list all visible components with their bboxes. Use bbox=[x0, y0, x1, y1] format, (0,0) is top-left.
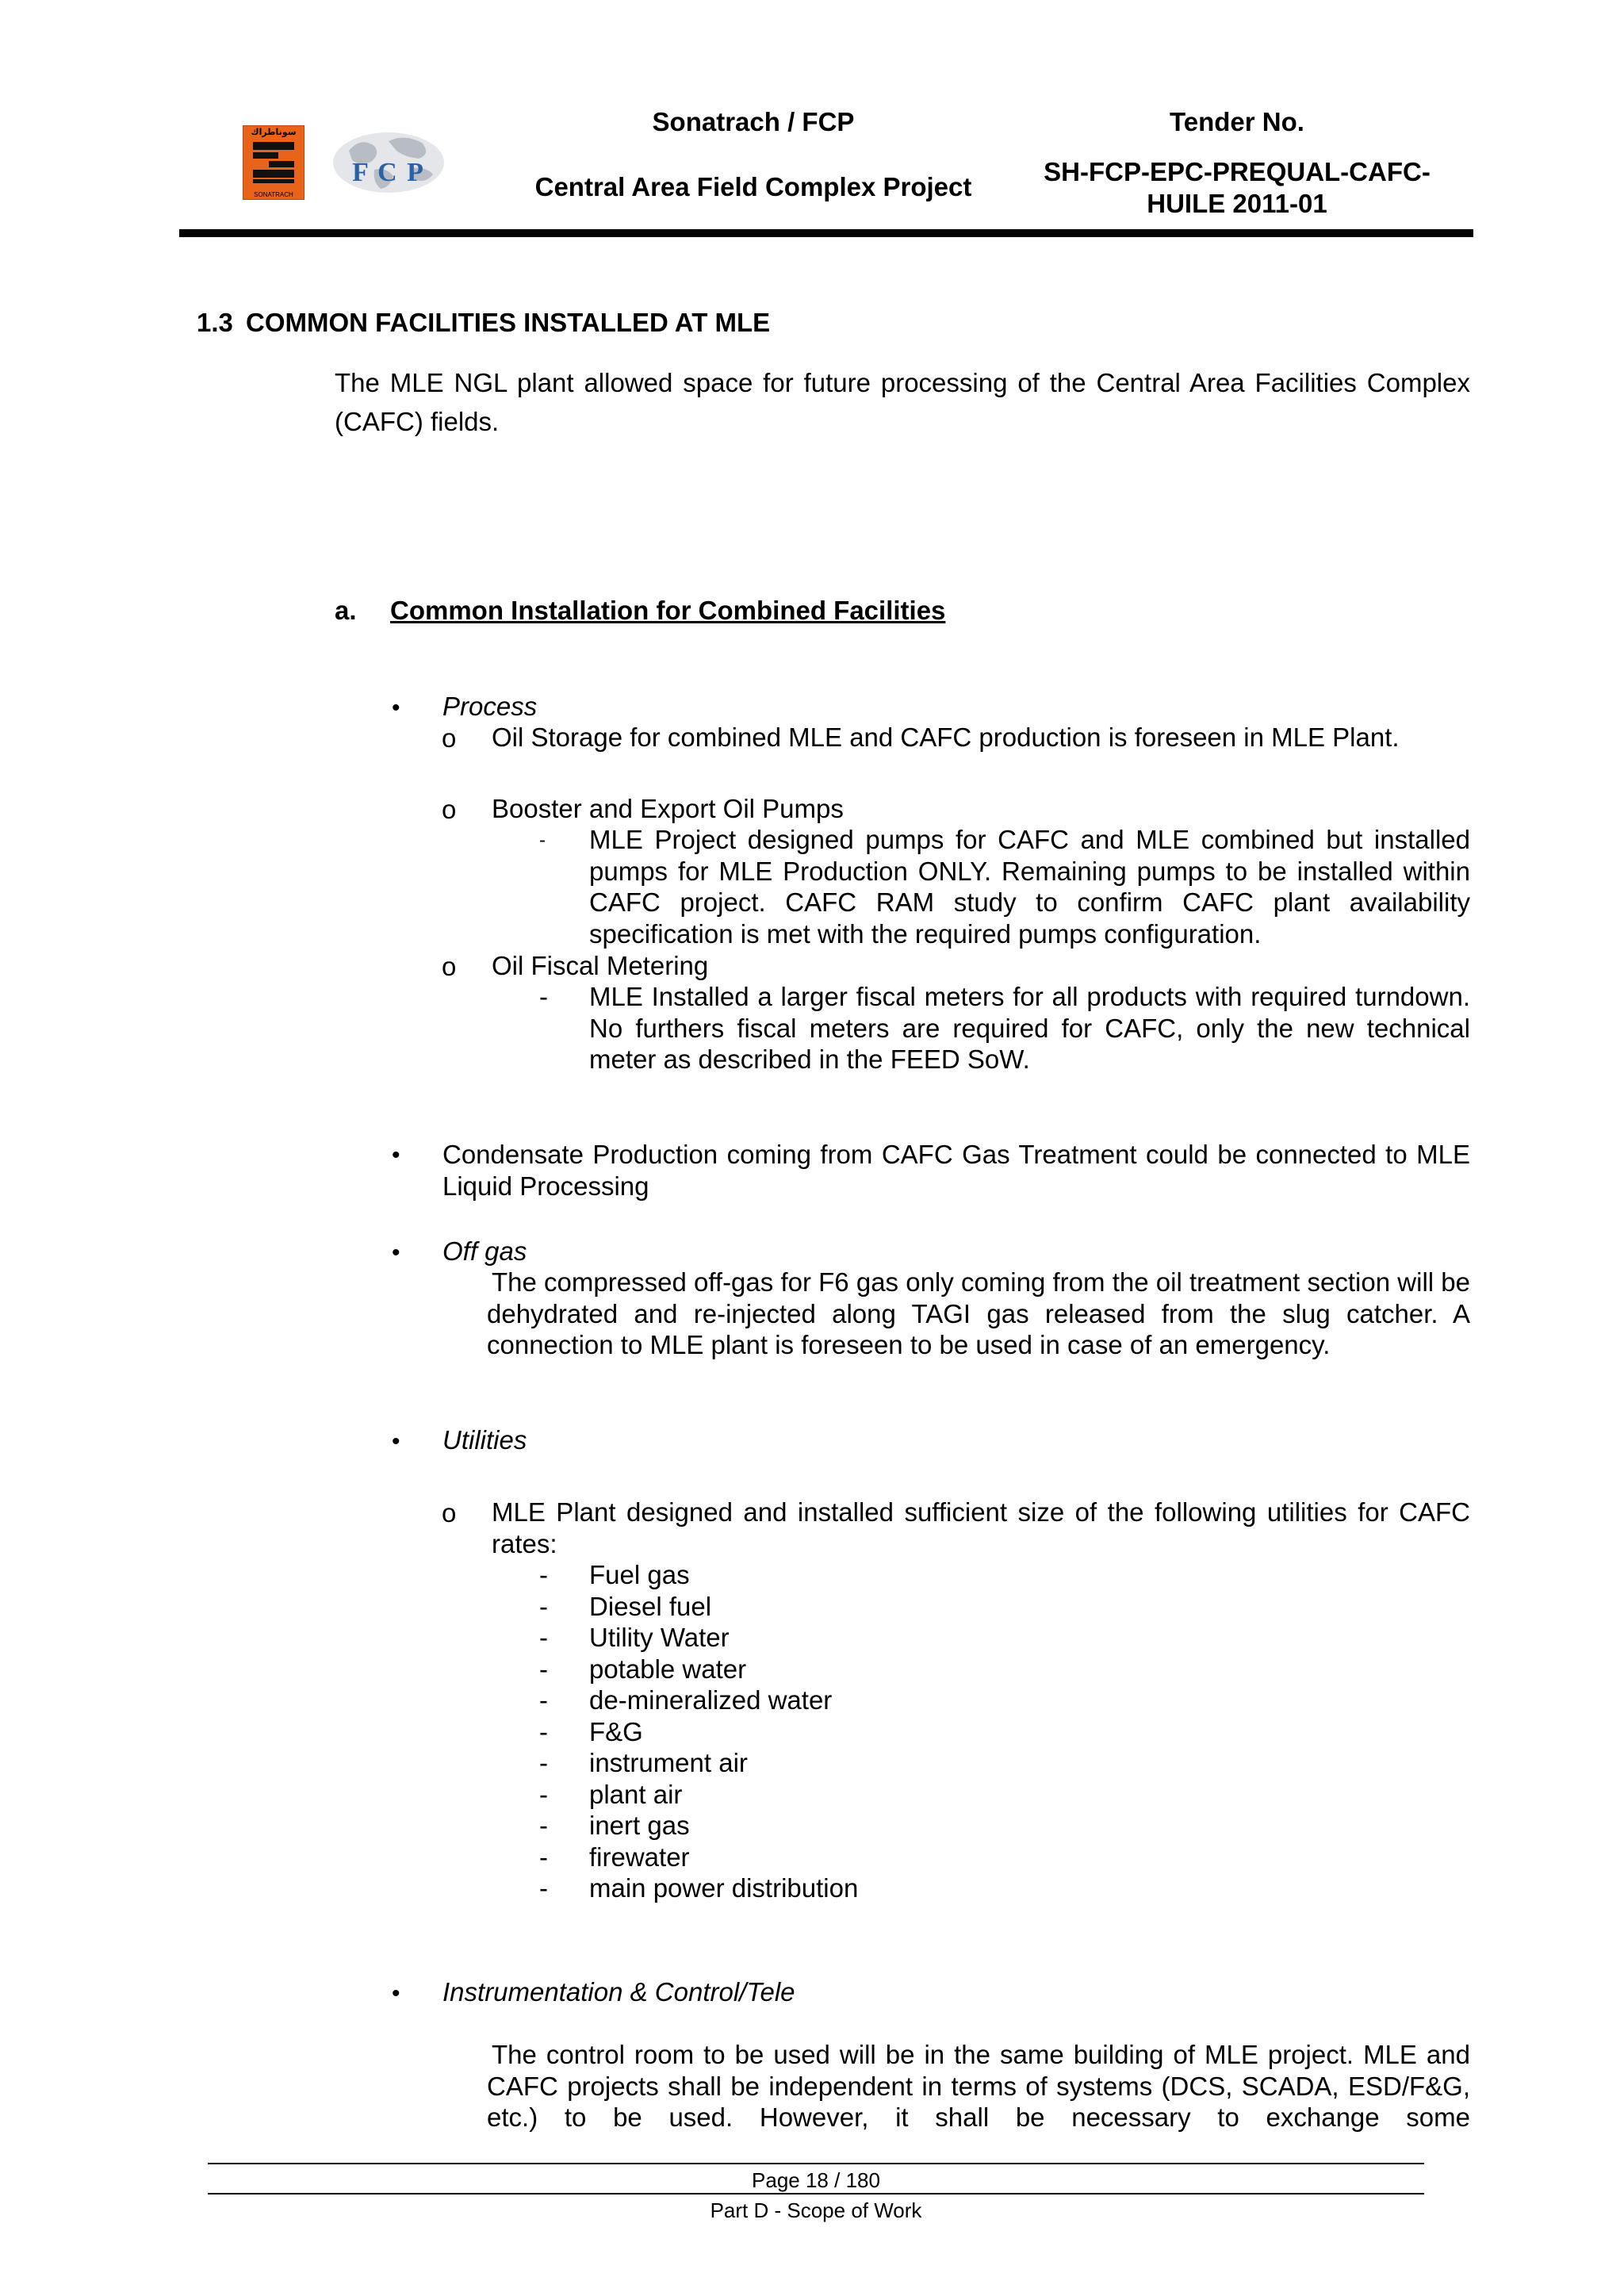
utility-dash: - bbox=[539, 1560, 548, 1589]
condensate-text: Condensate Production coming from CAFC Gas Treatment could be connected to MLE Liquid Processing bbox=[442, 1140, 1470, 1201]
section-title: COMMON FACILITIES INSTALLED AT MLE bbox=[246, 308, 771, 337]
section-intro: The MLE NGL plant allowed space for future processing of the Central Area Facilities Complex (CAFC) fields. bbox=[335, 368, 1470, 436]
utility-dash: - bbox=[539, 1811, 548, 1840]
utility-item bbox=[539, 1716, 1411, 1748]
utility-label: main power distribution bbox=[589, 1873, 859, 1903]
offgas-text: The compressed off-gas for F6 gas only coming from the oil treatment section will be dehydrated and re-injected along TAGI gas released from the slug catcher. A connection to MLE plant is foreseen to be used in case of an emergency. bbox=[487, 1267, 1470, 1359]
utility-item bbox=[539, 1591, 1411, 1623]
utility-item bbox=[539, 1747, 1411, 1779]
utility-label: instrument air bbox=[589, 1748, 748, 1777]
utility-item bbox=[539, 1622, 1411, 1654]
sonatrach-emblem-icon bbox=[251, 140, 296, 185]
header-rule bbox=[179, 229, 1473, 237]
fcp-logo bbox=[325, 127, 452, 198]
section-number: 1.3 bbox=[197, 308, 233, 337]
utility-label: inert gas bbox=[589, 1811, 690, 1840]
utilities-title: Utilities bbox=[442, 1425, 527, 1455]
bullet-process: • bbox=[392, 695, 400, 721]
utility-label: Fuel gas bbox=[589, 1560, 690, 1589]
oil-storage-text: Oil Storage for combined MLE and CAFC production is foreseen in MLE Plant. bbox=[492, 723, 1400, 752]
sonatrach-logo-label: SONATRACH bbox=[254, 191, 293, 198]
utility-item bbox=[539, 1654, 1411, 1685]
process-title: Process bbox=[442, 692, 538, 721]
utility-label: de-mineralized water bbox=[589, 1685, 833, 1715]
utilities-list bbox=[539, 1559, 1411, 1904]
circle-fiscal: o bbox=[442, 952, 457, 981]
utility-dash: - bbox=[539, 1591, 548, 1621]
utility-dash: - bbox=[539, 1842, 548, 1872]
circle-booster: o bbox=[442, 795, 457, 824]
utility-item bbox=[539, 1559, 1411, 1591]
utility-label: plant air bbox=[589, 1779, 683, 1809]
footer-page: Page 18 / 180 bbox=[752, 2168, 880, 2192]
booster-text: MLE Project designed pumps for CAFC and MLE combined but installed pumps for MLE Production ONLY. Remaining pumps to be installed within CAFC project. CAFC RAM study to confirm CAFC plant availability specification is met with the required pumps configuration. bbox=[589, 825, 1470, 949]
circle-utilities: o bbox=[442, 1498, 457, 1527]
utility-dash: - bbox=[539, 1685, 548, 1715]
header-tender-no-line1: SH-FCP-EPC-PREQUAL-CAFC- bbox=[1044, 157, 1431, 186]
header-project: Central Area Field Complex Project bbox=[534, 172, 972, 201]
subsection-letter: a. bbox=[335, 596, 357, 625]
utility-item bbox=[539, 1842, 1411, 1873]
dash-fiscal: - bbox=[539, 982, 548, 1011]
sonatrach-logo-arabic: سوناطراك bbox=[251, 128, 297, 137]
utility-dash: - bbox=[539, 1873, 548, 1903]
utility-item bbox=[539, 1810, 1411, 1842]
offgas-title: Off gas bbox=[442, 1236, 527, 1266]
utility-item bbox=[539, 1872, 1411, 1904]
utility-item bbox=[539, 1685, 1411, 1716]
utility-dash: - bbox=[539, 1716, 548, 1746]
bullet-condensate: • bbox=[392, 1142, 400, 1168]
utility-dash: - bbox=[539, 1748, 548, 1777]
utility-dash: - bbox=[539, 1779, 548, 1809]
booster-title: Booster and Export Oil Pumps bbox=[492, 794, 844, 823]
utility-label: Utility Water bbox=[589, 1623, 730, 1652]
instrumentation-text: The control room to be used will be in the same building of MLE project. MLE and CAFC projects shall be independent in terms of systems (DCS, SCADA, ESD/F&G, etc.) to be used. However, it shall be necessary to exchange some bbox=[487, 2040, 1470, 2132]
dash-booster: - bbox=[539, 830, 546, 851]
utility-label: firewater bbox=[589, 1842, 690, 1872]
utilities-intro: MLE Plant designed and installed sufficient size of the following utilities for CAFC rates: bbox=[492, 1497, 1470, 1558]
bullet-instrumentation: • bbox=[392, 1980, 400, 2007]
subsection-title: Common Installation for Combined Facilities bbox=[390, 596, 946, 625]
footer-rule-bottom bbox=[208, 2193, 1424, 2194]
fiscal-text: MLE Installed a larger fiscal meters for all products with required turndown. No furthers fiscal meters are required for CAFC, only the new technical meter as described in the FEED SoW. bbox=[589, 982, 1470, 1074]
utility-label: potable water bbox=[589, 1654, 747, 1684]
sonatrach-logo bbox=[243, 125, 304, 200]
fcp-logo-text: F C P bbox=[352, 158, 425, 187]
header-company: Sonatrach / FCP bbox=[652, 107, 855, 136]
bullet-offgas: • bbox=[392, 1240, 400, 1266]
header-tender-label: Tender No. bbox=[1170, 107, 1304, 136]
utility-dash: - bbox=[539, 1623, 548, 1652]
utility-label: F&G bbox=[589, 1716, 643, 1746]
utility-item bbox=[539, 1779, 1411, 1811]
footer-rule-top bbox=[208, 2163, 1424, 2164]
utility-dash: - bbox=[539, 1654, 548, 1684]
header-tender-no-line2: HUILE 2011-01 bbox=[1147, 189, 1327, 218]
fiscal-title: Oil Fiscal Metering bbox=[492, 951, 709, 980]
circle-oil-storage: o bbox=[442, 723, 457, 753]
utility-label: Diesel fuel bbox=[589, 1591, 712, 1621]
instrumentation-title: Instrumentation & Control/Tele bbox=[442, 1977, 795, 2007]
footer-part: Part D - Scope of Work bbox=[710, 2198, 922, 2222]
bullet-utilities: • bbox=[392, 1428, 400, 1455]
